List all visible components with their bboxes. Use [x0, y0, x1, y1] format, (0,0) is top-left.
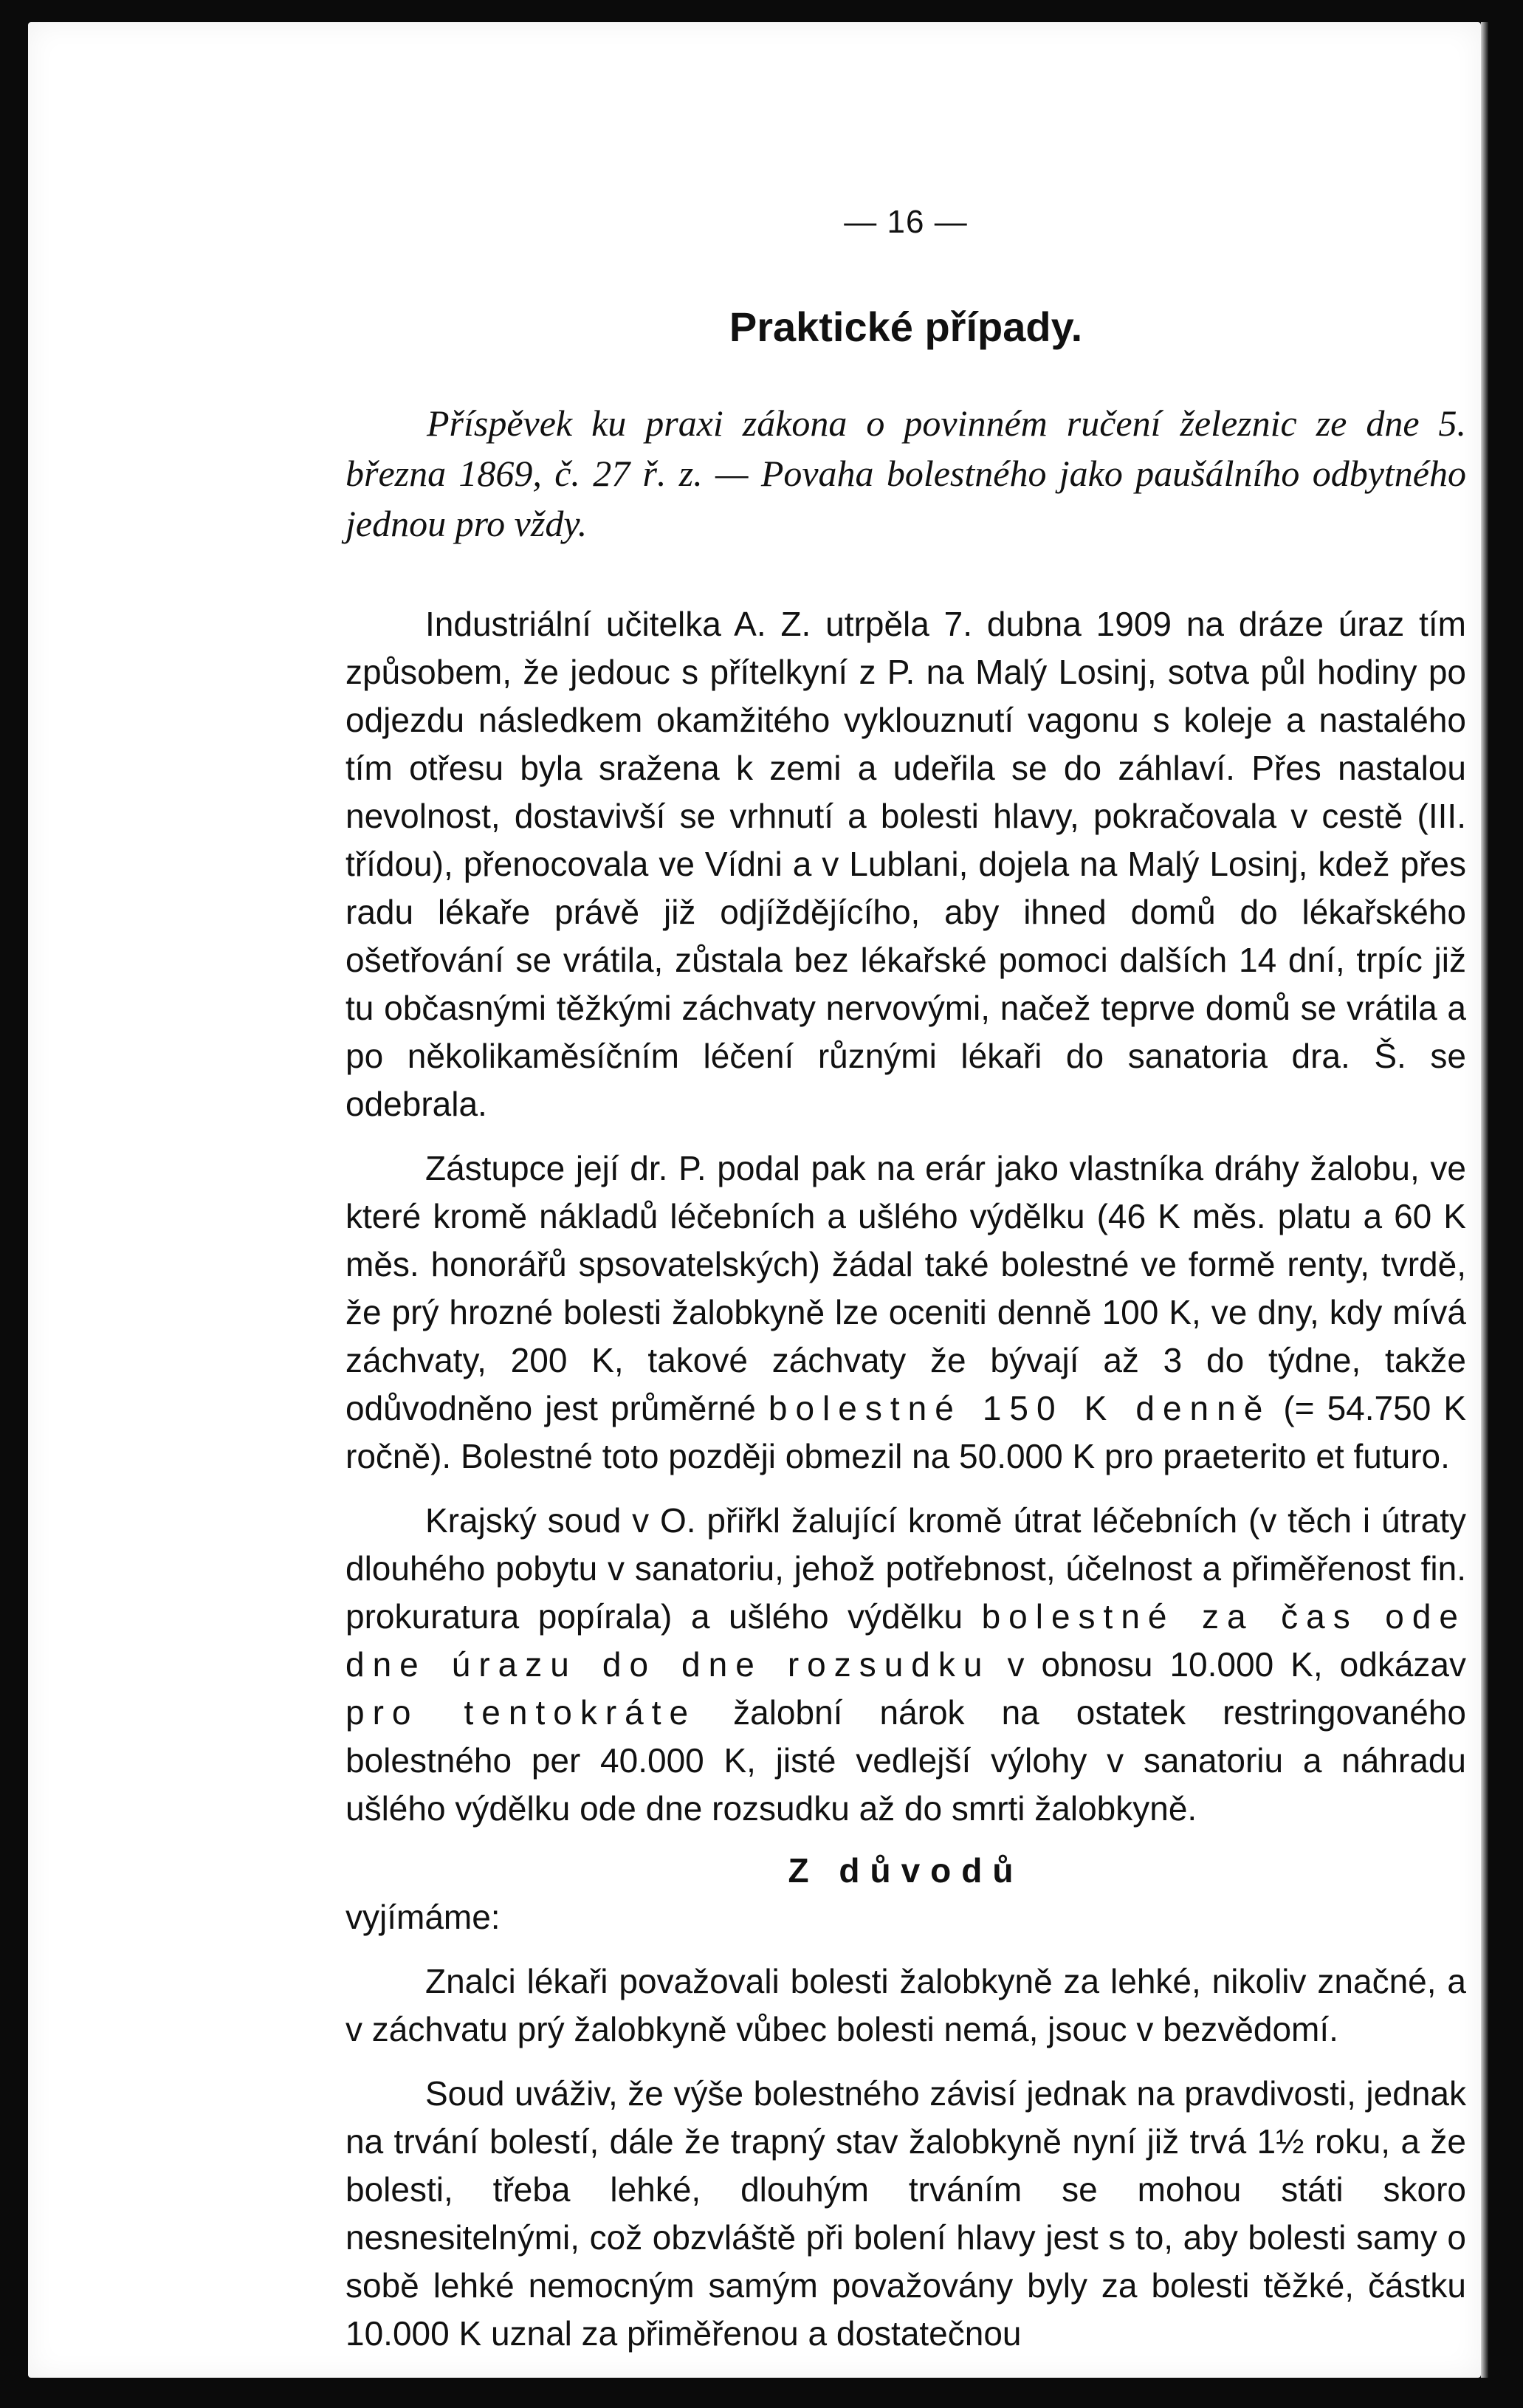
paragraph-judgment	[345, 1497, 1466, 1833]
section-title-reasons: Z důvodů	[788, 1851, 1024, 1890]
page-content	[345, 192, 1466, 2358]
page-edge-shadow	[1481, 22, 1488, 2378]
paper-sheet	[28, 22, 1481, 2378]
judgment-text-3: žalobní nárok na ostatek restringovaného bolestného per 40.000 K, jisté vedlejší výlohy v sanatoriu a náhradu ušlého výdělku ode dne rozsudku až do smrti žalobkyně.	[345, 1693, 1466, 1828]
article-subtitle: Příspěvek ku praxi zákona o povinném ručení železnic ze dne 5. března 1869, č. 27 ř. z. — Povaha bolestného jako paušálního odbytného jednou pro vždy.	[345, 402, 1466, 544]
page-number: — 16 —	[844, 204, 968, 240]
section-lead: vyjímáme:	[345, 1898, 501, 1936]
paragraph-claim	[345, 1145, 1466, 1481]
claim-text-1: Zástupce její dr. P. podal pak na erár jako vlastníka dráhy žalobu, ve které kromě nákladů léčebních a ušlého výdělku (46 K měs. platu a 60 K měs. honorářů spsovatelských) žádal také bolestné ve formě renty, tvrdě, že prý hrozné bolesti žalobkyně lze oceniti denně 100 K, ve dny, kdy mívá záchvaty, 200 K, takové záchvaty že bývají až 3 do týdne, takže odůvodněno jest průměrné	[345, 1149, 1466, 1427]
judgment-emphasis-2: pro tentokráte	[345, 1693, 697, 1732]
paragraph-experts: Znalci lékaři považovali bolesti žalobkyně za lehké, nikoliv značné, a v záchvatu prý žalobkyně vůbec bolesti nemá, jsouc v bezvědomí.	[345, 1962, 1466, 2048]
judgment-text-1: Krajský soud v O. přiřkl žalující kromě útrat léčebních (v těch i útraty dlouhého pobytu v sanatoriu, jehož potřebnost, účelnost a přiměřenost fin. prokuratura popírala) a ušlého výdělku	[345, 1501, 1466, 1636]
page-title: Praktické případy.	[729, 303, 1083, 350]
paragraph-facts: Industriální učitelka A. Z. utrpěla 7. dubna 1909 na dráze úraz tím způsobem, že jedouc s přítelkyní z P. na Malý Losinj, sotva půl hodiny po odjezdu následkem okamžitého vyklouznutí vagonu s koleje a nastalého tím otřesu byla sražena k zemi a udeřila se do záhlaví. Přes nastalou nevolnost, dostavivší se vrhnutí a bolesti hlavy, pokračovala v cestě (III. třídou), přenocovala ve Vídni a v Lublani, dojela na Malý Losinj, kdež přes radu lékaře právě již odjíždějícího, aby ihned domů do lékařského ošetřování se vrátila, zůstala bez lékařské pomoci dalších 14 dní, trpíc již tu občasnými těžkými záchvaty nervovými, načež teprve domů se vrátila a po několikaměsíčním léčení různými lékaři do sanatoria dra. Š. se odebrala.	[345, 605, 1466, 1123]
claim-emphasis: bolestné 150 K denně	[768, 1389, 1271, 1427]
judgment-emphasis-1: bolestné za čas ode dne úrazu do dne rozsudku	[345, 1597, 1467, 1684]
claim-text-2: (= 54.750 K ročně). Bolestné toto později obmezil na 50.000 K pro praeterito et futuro.	[345, 1389, 1467, 1475]
paragraph-court-reasoning: Soud uváživ, že výše bolestného závisí jednak na pravdivosti, jednak na trvání bolestí, dále že trapný stav žalobkyně nyní již trvá 1½ roku, a že bolesti, třeba lehké, dlouhým trváním se mohou státi skoro nesnesitelnými, což obzvláště při bolení hlavy jest s to, aby bolesti samy o sobě lehké nemocným samým považovány byly za bolesti těžké, částku 10.000 K uznal za přiměřenou a dostatečnou	[345, 2074, 1466, 2353]
judgment-text-2: v obnosu 10.000 K, odkázav	[1007, 1645, 1466, 1684]
